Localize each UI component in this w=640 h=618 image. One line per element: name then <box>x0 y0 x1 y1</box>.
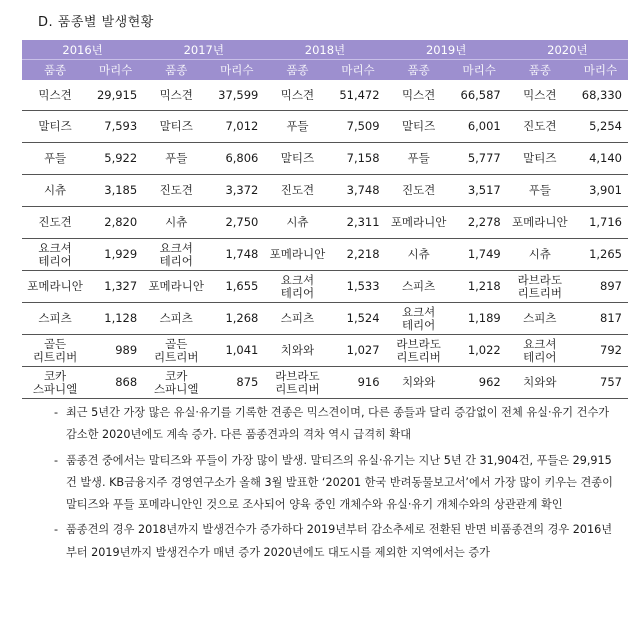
count-cell: 875 <box>209 367 264 399</box>
breed-cell: 포메라니안 <box>143 271 209 303</box>
count-cell: 989 <box>88 335 143 367</box>
table-row <box>22 175 628 207</box>
notes-list <box>40 402 620 567</box>
count-cell: 7,509 <box>330 111 385 143</box>
count-cell: 1,524 <box>330 303 385 335</box>
column-header-row <box>22 60 628 81</box>
breed-cell: 시츄 <box>386 239 452 271</box>
breed-cell: 믹스견 <box>143 80 209 111</box>
count-cell: 6,001 <box>452 111 507 143</box>
breed-cell: 푸들 <box>22 143 88 175</box>
breed-cell: 요크셔 테리어 <box>507 335 573 367</box>
count-cell: 3,185 <box>88 175 143 207</box>
breed-cell: 진도견 <box>386 175 452 207</box>
count-cell: 5,777 <box>452 143 507 175</box>
breed-cell: 스피츠 <box>386 271 452 303</box>
breed-cell: 라브라도 리트리버 <box>386 335 452 367</box>
note-text: 품종견 중에서는 말티즈와 푸들이 가장 많이 발생. 말티즈의 유실·유기는 지난 5년 간 31,904건, 푸들은 29,915건 발생. KB금융지주 경영연구소가 올해 3월 발표한 ‘20201 한국 반려동물보고서’에서 가장 많이 키우는 견종이 말티즈와 푸들 포메라니안인 것으로 조사되어 양육 중인 개체수와 유실·유기 개체수와의 상관관계 확인 <box>66 453 613 512</box>
breed-cell: 푸들 <box>386 143 452 175</box>
year-header: 2019년 <box>386 40 507 60</box>
count-cell: 757 <box>573 367 628 399</box>
count-cell: 1,533 <box>330 271 385 303</box>
count-cell: 1,929 <box>88 239 143 271</box>
count-cell: 792 <box>573 335 628 367</box>
count-cell: 1,716 <box>573 207 628 239</box>
breed-cell: 치와와 <box>507 367 573 399</box>
count-column-header: 마리수 <box>452 60 507 81</box>
breed-cell: 요크셔 테리어 <box>386 303 452 335</box>
breed-cell: 시츄 <box>264 207 330 239</box>
breed-cell: 골든 리트리버 <box>143 335 209 367</box>
breed-cell: 코카 스파니엘 <box>22 367 88 399</box>
breed-cell: 골든 리트리버 <box>22 335 88 367</box>
breed-cell: 말티즈 <box>22 111 88 143</box>
table-body <box>22 80 628 399</box>
section-heading: D. 품종별 발생현황 <box>38 15 154 30</box>
count-cell: 916 <box>330 367 385 399</box>
count-cell: 1,327 <box>88 271 143 303</box>
count-cell: 6,806 <box>209 143 264 175</box>
breed-cell: 믹스견 <box>386 80 452 111</box>
count-cell: 29,915 <box>88 80 143 111</box>
year-header-row <box>22 40 628 60</box>
breed-cell: 푸들 <box>507 175 573 207</box>
count-cell: 2,278 <box>452 207 507 239</box>
count-cell: 3,901 <box>573 175 628 207</box>
breed-cell: 포메라니안 <box>386 207 452 239</box>
year-header: 2020년 <box>507 40 628 60</box>
count-cell: 68,330 <box>573 80 628 111</box>
breed-cell: 스피츠 <box>143 303 209 335</box>
table-row <box>22 335 628 367</box>
table-row <box>22 367 628 399</box>
breed-cell: 믹스견 <box>507 80 573 111</box>
count-cell: 3,372 <box>209 175 264 207</box>
count-cell: 3,517 <box>452 175 507 207</box>
year-header: 2017년 <box>143 40 264 60</box>
breed-cell: 요크셔 테리어 <box>22 239 88 271</box>
count-cell: 1,041 <box>209 335 264 367</box>
year-header: 2016년 <box>22 40 143 60</box>
note-text: 최근 5년간 가장 많은 유실·유기를 기록한 견종은 믹스견이며, 다른 종들과 달리 증감없이 전체 유실·유기 건수가 감소한 2020년에도 계속 증가. 다른 품종견과의 격차 역시 급격히 확대 <box>66 406 610 442</box>
table-row <box>22 303 628 335</box>
breed-cell: 믹스견 <box>264 80 330 111</box>
count-cell: 4,140 <box>573 143 628 175</box>
count-cell: 962 <box>452 367 507 399</box>
count-cell: 1,189 <box>452 303 507 335</box>
breed-cell: 말티즈 <box>264 143 330 175</box>
breed-cell: 코카 스파니엘 <box>143 367 209 399</box>
year-header: 2018년 <box>264 40 385 60</box>
count-cell: 37,599 <box>209 80 264 111</box>
count-cell: 7,012 <box>209 111 264 143</box>
count-cell: 1,749 <box>452 239 507 271</box>
count-cell: 817 <box>573 303 628 335</box>
breed-cell: 진도견 <box>507 111 573 143</box>
breed-cell: 포메라니안 <box>264 239 330 271</box>
breed-cell: 진도견 <box>264 175 330 207</box>
count-column-header: 마리수 <box>330 60 385 81</box>
breed-cell: 스피츠 <box>507 303 573 335</box>
count-cell: 66,587 <box>452 80 507 111</box>
count-column-header: 마리수 <box>573 60 628 81</box>
dash-bullet: - <box>54 453 59 467</box>
breed-cell: 라브라도 리트리버 <box>507 271 573 303</box>
count-cell: 868 <box>88 367 143 399</box>
table-row <box>22 80 628 111</box>
count-cell: 7,593 <box>88 111 143 143</box>
breed-cell: 포메라니안 <box>507 207 573 239</box>
breed-cell: 라브라도 리트리버 <box>264 367 330 399</box>
note-text: 품종견의 경우 2018년까지 발생건수가 증가하다 2019년부터 감소추세로 전환된 반면 비품종견의 경우 2016년부터 2019년까지 발생건수가 매년 증가 2020년에도 대도시를 제외한 지역에서는 증가 <box>66 523 613 559</box>
breed-cell: 믹스견 <box>22 80 88 111</box>
table-row <box>22 143 628 175</box>
breed-column-header: 품종 <box>264 60 330 81</box>
count-cell: 1,655 <box>209 271 264 303</box>
count-cell: 3,748 <box>330 175 385 207</box>
count-cell: 1,748 <box>209 239 264 271</box>
table-row <box>22 111 628 143</box>
count-cell: 897 <box>573 271 628 303</box>
count-column-header: 마리수 <box>209 60 264 81</box>
count-cell: 5,254 <box>573 111 628 143</box>
breed-cell: 말티즈 <box>143 111 209 143</box>
count-cell: 1,022 <box>452 335 507 367</box>
breed-column-header: 품종 <box>22 60 88 81</box>
table-row <box>22 239 628 271</box>
breed-stats-table <box>22 40 628 399</box>
dash-bullet: - <box>54 523 59 537</box>
count-cell: 1,265 <box>573 239 628 271</box>
count-cell: 5,922 <box>88 143 143 175</box>
dash-bullet: - <box>54 406 59 419</box>
breed-column-header: 품종 <box>386 60 452 81</box>
count-cell: 51,472 <box>330 80 385 111</box>
breed-cell: 요크셔 테리어 <box>264 271 330 303</box>
breed-cell: 스피츠 <box>264 303 330 335</box>
breed-cell: 진도견 <box>22 207 88 239</box>
breed-column-header: 품종 <box>507 60 573 81</box>
count-cell: 2,218 <box>330 239 385 271</box>
count-column-header: 마리수 <box>88 60 143 81</box>
breed-column-header: 품종 <box>143 60 209 81</box>
count-cell: 1,027 <box>330 335 385 367</box>
note-item <box>40 519 620 564</box>
breed-cell: 진도견 <box>143 175 209 207</box>
breed-cell: 스피츠 <box>22 303 88 335</box>
breed-cell: 말티즈 <box>386 111 452 143</box>
breed-cell: 요크셔 테리어 <box>143 239 209 271</box>
count-cell: 7,158 <box>330 143 385 175</box>
breed-cell: 포메라니안 <box>22 271 88 303</box>
count-cell: 1,218 <box>452 271 507 303</box>
breed-cell: 시츄 <box>22 175 88 207</box>
table-row <box>22 271 628 303</box>
count-cell: 2,750 <box>209 207 264 239</box>
count-cell: 2,311 <box>330 207 385 239</box>
breed-cell: 치와와 <box>386 367 452 399</box>
count-cell: 2,820 <box>88 207 143 239</box>
count-cell: 1,128 <box>88 303 143 335</box>
breed-cell: 푸들 <box>264 111 330 143</box>
note-item <box>40 450 620 517</box>
breed-cell: 시츄 <box>507 239 573 271</box>
breed-cell: 치와와 <box>264 335 330 367</box>
count-cell: 1,268 <box>209 303 264 335</box>
breed-cell: 시츄 <box>143 207 209 239</box>
table-row <box>22 207 628 239</box>
breed-cell: 말티즈 <box>507 143 573 175</box>
note-item <box>40 402 620 447</box>
breed-cell: 푸들 <box>143 143 209 175</box>
